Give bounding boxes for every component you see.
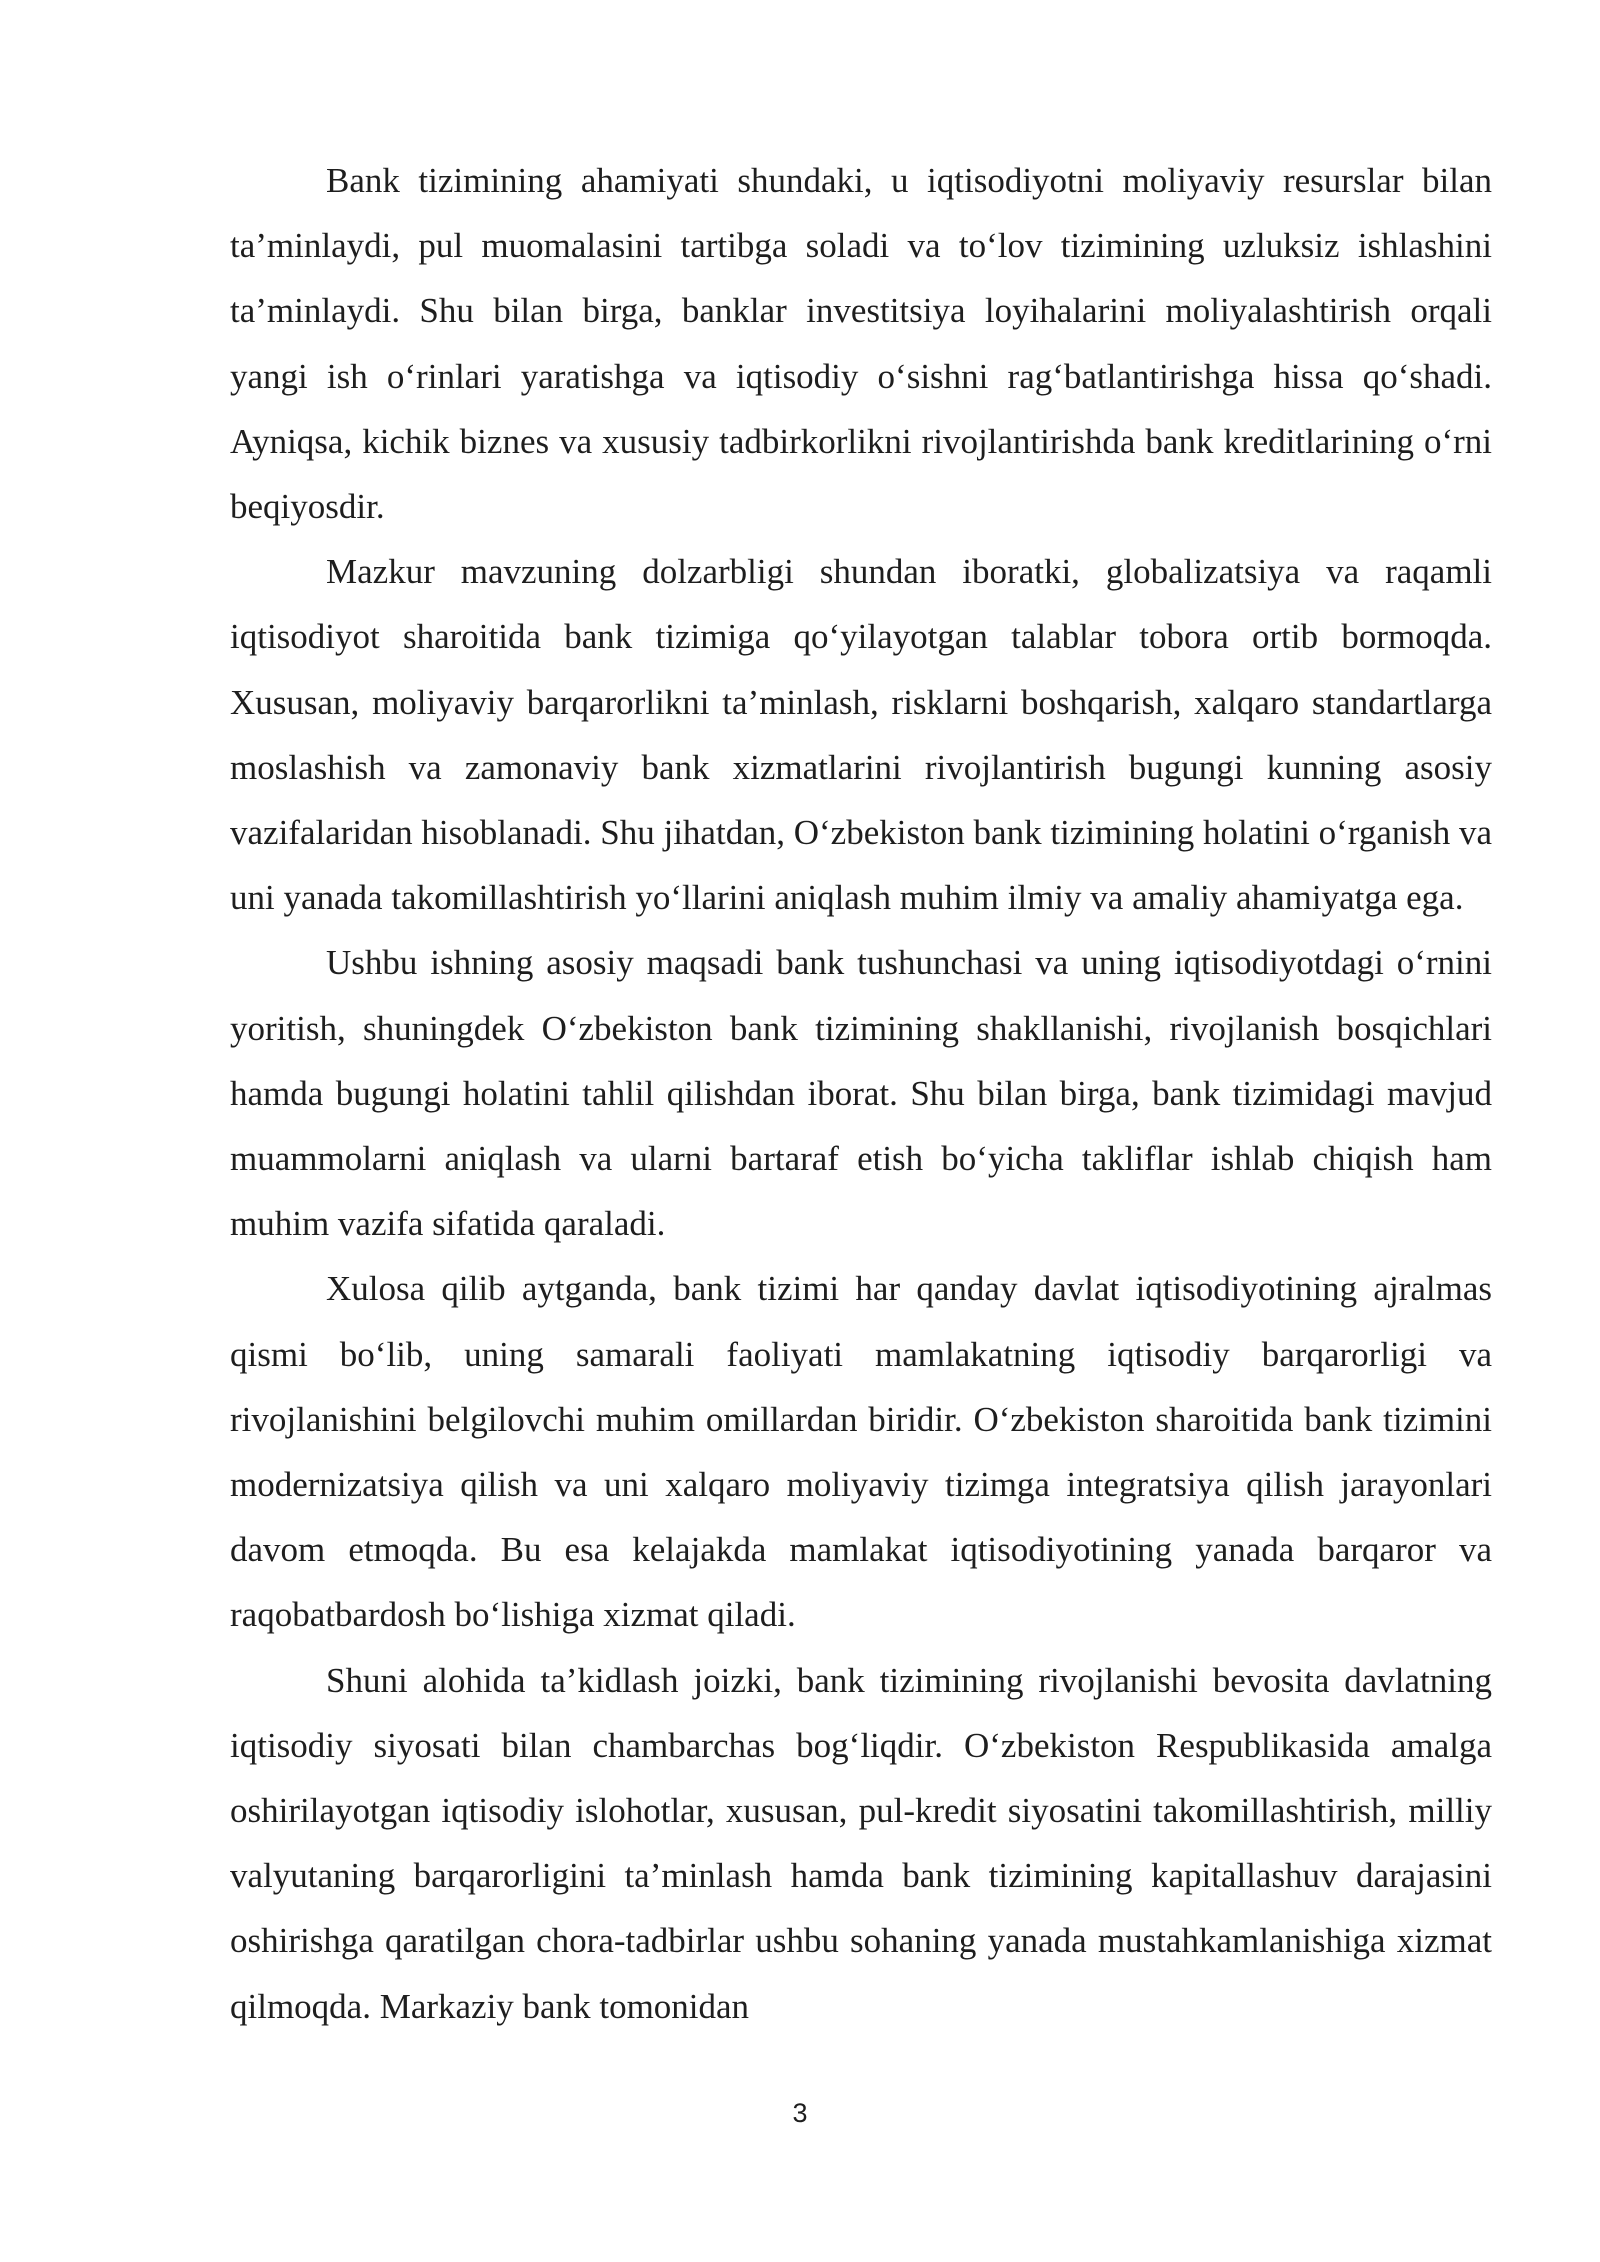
- paragraph-bank-importance: Bank tizimining ahamiyati shundaki, u iqtisodiyotni moliyaviy resurslar bilan ta’minlaydi, pul muomalasini tartibga soladi va to‘lov tizimining uzluksiz ishlashini ta’minlaydi. Shu bilan birga, banklar investitsiya loyihalarini moliyalashtirish orqali yangi ish o‘rinlari yaratishga va iqtisodiy o‘sishni rag‘batlantirishga hissa qo‘shadi. Ayniqsa, kichik biznes va xususiy tadbirkorlikni rivojlantirishda bank kreditlarining o‘rni beqiyosdir.: [230, 161, 1492, 527]
- paragraph-work-goal: Ushbu ishning asosiy maqsadi bank tushunchasi va uning iqtisodiyotdagi o‘rnini yoritish, shuningdek O‘zbekiston bank tizimining shakllanishi, rivojlanish bosqichlari hamda bugungi holatini tahlil qilishdan iborat. Shu bilan birga, bank tizimidagi mavjud muammolarni aniqlash va ularni bartaraf etish bo‘yicha takliflar ishlab chiqish ham muhim vazifa sifatida qaraladi.: [230, 943, 1492, 1244]
- paragraph-economic-policy: Shuni alohida ta’kidlash joizki, bank tizimining rivojlanishi bevosita davlatning iqtisodiy siyosati bilan chambarchas bog‘liqdir. O‘zbekiston Respublikasida amalga oshirilayotgan iqtisodiy islohotlar, xususan, pul-kredit siyosatini takomillashtirish, milliy valyutaning barqarorligini ta’minlash hamda bank tizimining kapitallashuv darajasini oshirishga qaratilgan chora-tadbirlar ushbu sohaning yanada mustahkamlanishiga xizmat qilmoqda. Markaziy bank tomonidan: [230, 1660, 1492, 2026]
- page-number: 3: [792, 2098, 808, 2128]
- paragraph-topic-relevance: Mazkur mavzuning dolzarbligi shundan iboratki, globalizatsiya va raqamli iqtisodiyot sharoitida bank tizimiga qo‘yilayotgan talablar tobora ortib bormoqda. Xususan, moliyaviy barqarorlikni ta’minlash, risklarni boshqarish, xalqaro standartlarga moslashish va zamonaviy bank xizmatlarini rivojlantirish bugungi kunning asosiy vazifalaridan hisoblanadi. Shu jihatdan, O‘zbekiston bank tizimining holatini o‘rganish va uni yanada takomillashtirish yo‘llarini aniqlash muhim ilmiy va amaliy ahamiyatga ega.: [230, 552, 1492, 918]
- paragraph-conclusion: Xulosa qilib aytganda, bank tizimi har qanday davlat iqtisodiyotining ajralmas qismi bo‘lib, uning samarali faoliyati mamlakatning iqtisodiy barqarorligi va rivojlanishini belgilovchi muhim omillardan biridir. O‘zbekiston sharoitida bank tizimini modernizatsiya qilish va uni xalqaro moliyaviy tizimga integratsiya qilish jarayonlari davom etmoqda. Bu esa kelajakda mamlakat iqtisodiyotining yanada barqaror va raqobatbardosh bo‘lishiga xizmat qiladi.: [230, 1269, 1492, 1635]
- body-text: [230, 148, 1492, 2039]
